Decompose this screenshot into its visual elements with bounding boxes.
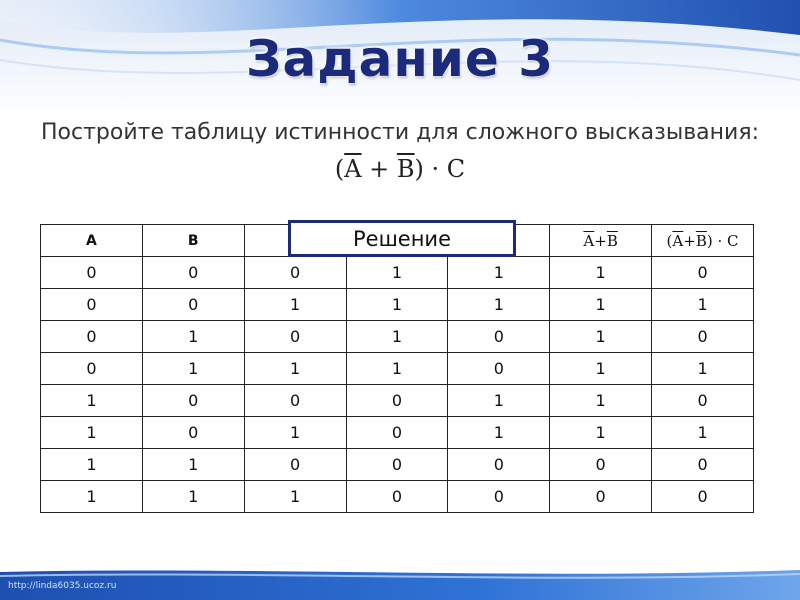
table-cell: 1: [550, 289, 652, 321]
table-cell: 0: [244, 321, 346, 353]
table-cell: 0: [346, 449, 448, 481]
table-cell: 1: [244, 353, 346, 385]
table-cell: 0: [346, 417, 448, 449]
table-cell: 1: [41, 481, 143, 513]
table-cell: 0: [448, 449, 550, 481]
header-b: B: [142, 225, 244, 257]
table-cell: 0: [41, 257, 143, 289]
table-cell: 1: [448, 417, 550, 449]
table-cell: 0: [142, 385, 244, 417]
table-row: [41, 385, 754, 417]
table-cell: 1: [550, 321, 652, 353]
header-a: A: [41, 225, 143, 257]
table-cell: 1: [41, 417, 143, 449]
slide-title: Задание 3: [245, 30, 555, 88]
table-cell: 1: [244, 481, 346, 513]
table-cell: 0: [244, 385, 346, 417]
table-cell: 0: [448, 321, 550, 353]
footer-url: http://linda6035.ucoz.ru: [8, 581, 117, 591]
table-cell: 0: [142, 417, 244, 449]
solution-label: Решение: [352, 226, 452, 251]
table-row: [41, 353, 754, 385]
table-cell: 1: [346, 321, 448, 353]
table-cell: 1: [244, 417, 346, 449]
table-cell: 0: [652, 257, 754, 289]
header-not-a-or-not-b: $\overline{A}+\overline{B}$: [550, 225, 652, 257]
table-cell: 0: [244, 449, 346, 481]
table-cell: 1: [550, 257, 652, 289]
table-cell: 1: [244, 289, 346, 321]
table-cell: 1: [346, 353, 448, 385]
table-cell: 0: [142, 257, 244, 289]
table-cell: 1: [142, 353, 244, 385]
table-cell: 1: [652, 417, 754, 449]
table-cell: 0: [550, 481, 652, 513]
table-row: [41, 321, 754, 353]
task-description: Постройте таблицу истинности для сложного высказывания:: [41, 120, 759, 145]
table-cell: 0: [652, 321, 754, 353]
table-cell: 1: [448, 385, 550, 417]
table-cell: 1: [142, 449, 244, 481]
table-cell: 1: [41, 449, 143, 481]
table-cell: 1: [550, 385, 652, 417]
table-row: [41, 257, 754, 289]
table-cell: 1: [142, 481, 244, 513]
table-cell: 1: [550, 417, 652, 449]
table-cell: 1: [550, 353, 652, 385]
logic-expression: $(\overline{A} + \overline{B}) \cdot C$: [334, 155, 466, 183]
table-cell: 0: [652, 385, 754, 417]
table-cell: 0: [142, 289, 244, 321]
table-cell: 1: [652, 353, 754, 385]
truth-table: [40, 224, 754, 513]
header-result: $(\overline{A}+\overline{B}) \cdot C$: [652, 225, 754, 257]
table-row: [41, 481, 754, 513]
solution-overlay-box[interactable]: [288, 220, 516, 257]
table-cell: 0: [652, 481, 754, 513]
table-cell: 0: [448, 353, 550, 385]
table-cell: 0: [41, 289, 143, 321]
table-row: [41, 417, 754, 449]
table-cell: 0: [346, 481, 448, 513]
table-cell: 0: [41, 353, 143, 385]
table-cell: 1: [448, 289, 550, 321]
table-cell: 1: [448, 257, 550, 289]
bottom-wave-banner: [0, 566, 800, 600]
table-cell: 0: [652, 449, 754, 481]
table-cell: 0: [448, 481, 550, 513]
table-cell: 0: [41, 321, 143, 353]
table-cell: 1: [142, 321, 244, 353]
table-row: [41, 449, 754, 481]
table-cell: 1: [41, 385, 143, 417]
table-cell: 0: [346, 385, 448, 417]
table-cell: 1: [346, 289, 448, 321]
table-row: [41, 289, 754, 321]
table-cell: 0: [244, 257, 346, 289]
table-cell: 0: [550, 449, 652, 481]
table-cell: 1: [346, 257, 448, 289]
table-cell: 1: [652, 289, 754, 321]
